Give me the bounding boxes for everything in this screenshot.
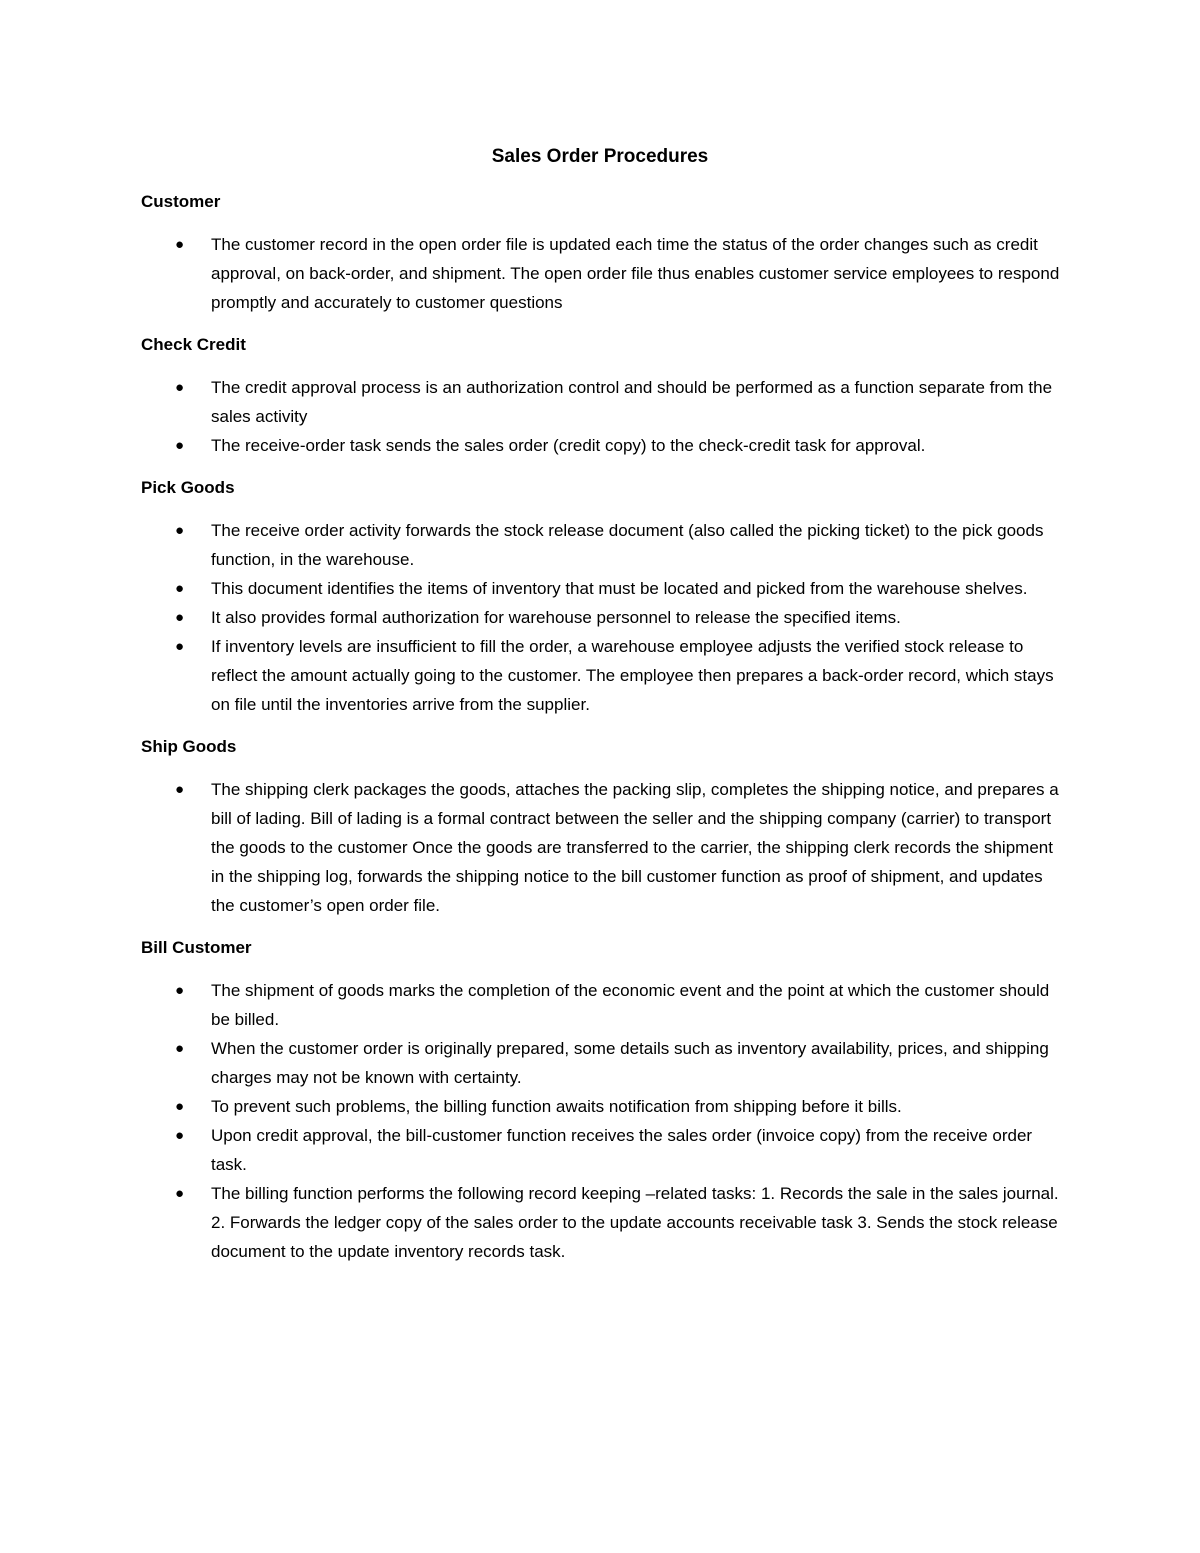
list-item xyxy=(141,373,1066,431)
list-item xyxy=(141,976,1066,1034)
list-item xyxy=(141,603,1066,632)
bullet-icon: ● xyxy=(175,437,185,454)
bullet-icon: ● xyxy=(175,609,185,626)
document-title: Sales Order Procedures xyxy=(491,146,709,167)
list-item xyxy=(141,431,1066,460)
list-item xyxy=(141,1034,1066,1092)
list-item-text: The receive-order task sends the sales order (credit copy) to the check-credit task for approval. xyxy=(211,436,926,455)
bullet-list xyxy=(141,775,1066,920)
list-item-text: Upon credit approval, the bill-customer function receives the sales order (invoice copy) from the receive order task. xyxy=(211,1126,1033,1174)
list-item xyxy=(141,1092,1066,1121)
section-bill-customer xyxy=(141,934,1066,1266)
bullet-icon: ● xyxy=(175,522,185,539)
list-item-text: The receive order activity forwards the stock release document (also called the picking ticket) to the pick goods function, in the warehouse. xyxy=(211,521,1044,569)
list-item-text: The billing function performs the following record keeping –related tasks: 1. Records the sale in the sales journal. 2. Forwards the ledger copy of the sales order to the update accounts receivable task 3. Sends the stock release document to the update inventory records task. xyxy=(211,1184,1059,1261)
bullet-icon: ● xyxy=(175,1040,185,1057)
document-body xyxy=(141,188,1066,1280)
list-item-text: The credit approval process is an authorization control and should be performed as a function separate from the sales activity xyxy=(211,378,1053,426)
bullet-icon: ● xyxy=(175,1185,185,1202)
section-heading: Customer xyxy=(141,192,221,211)
bullet-icon: ● xyxy=(175,982,185,999)
list-item xyxy=(141,574,1066,603)
list-item-text: The shipping clerk packages the goods, attaches the packing slip, completes the shipping notice, and prepares a bill of lading. Bill of lading is a formal contract between the seller and the shipping company (carrier) to transport the goods to the customer Once the goods are transferred to the carrier, the shipping clerk records the shipment in the shipping log, forwards the shipping notice to the bill customer function as proof of shipment, and updates the customer’s open order file. xyxy=(211,780,1059,915)
bullet-icon: ● xyxy=(175,379,185,396)
list-item xyxy=(141,1179,1066,1266)
section-ship-goods xyxy=(141,733,1066,920)
list-item-text: When the customer order is originally prepared, some details such as inventory availability, prices, and shipping charges may not be known with certainty. xyxy=(211,1039,1049,1087)
bullet-list xyxy=(141,516,1066,719)
list-item-text: It also provides formal authorization for warehouse personnel to release the specified items. xyxy=(211,608,901,627)
bullet-icon: ● xyxy=(175,781,185,798)
bullet-list xyxy=(141,230,1066,317)
list-item-text: This document identifies the items of inventory that must be located and picked from the warehouse shelves. xyxy=(211,579,1028,598)
list-item-text: The shipment of goods marks the completion of the economic event and the point at which the customer should be billed. xyxy=(211,981,1050,1029)
list-item xyxy=(141,632,1066,719)
list-item xyxy=(141,775,1066,920)
section-pick-goods xyxy=(141,474,1066,719)
section-customer xyxy=(141,188,1066,317)
section-heading: Check Credit xyxy=(141,335,246,354)
bullet-icon: ● xyxy=(175,638,185,655)
list-item-text: If inventory levels are insufficient to fill the order, a warehouse employee adjusts the verified stock release to reflect the amount actually going to the customer. The employee then prepares a back-order record, which stays on file until the inventories arrive from the supplier. xyxy=(211,637,1054,714)
bullet-icon: ● xyxy=(175,1098,185,1115)
list-item xyxy=(141,230,1066,317)
bullet-list xyxy=(141,373,1066,460)
section-heading: Pick Goods xyxy=(141,478,235,497)
section-heading: Ship Goods xyxy=(141,737,237,756)
bullet-icon: ● xyxy=(175,236,185,253)
bullet-icon: ● xyxy=(175,580,185,597)
section-check-credit xyxy=(141,331,1066,460)
list-item xyxy=(141,516,1066,574)
section-heading: Bill Customer xyxy=(141,938,252,957)
bullet-list xyxy=(141,976,1066,1266)
list-item xyxy=(141,1121,1066,1179)
bullet-icon: ● xyxy=(175,1127,185,1144)
list-item-text: To prevent such problems, the billing function awaits notification from shipping before it bills. xyxy=(211,1097,902,1116)
list-item-text: The customer record in the open order file is updated each time the status of the order changes such as credit approval, on back-order, and shipment. The open order file thus enables customer service employees to respond promptly and accurately to customer questions xyxy=(211,235,1060,312)
